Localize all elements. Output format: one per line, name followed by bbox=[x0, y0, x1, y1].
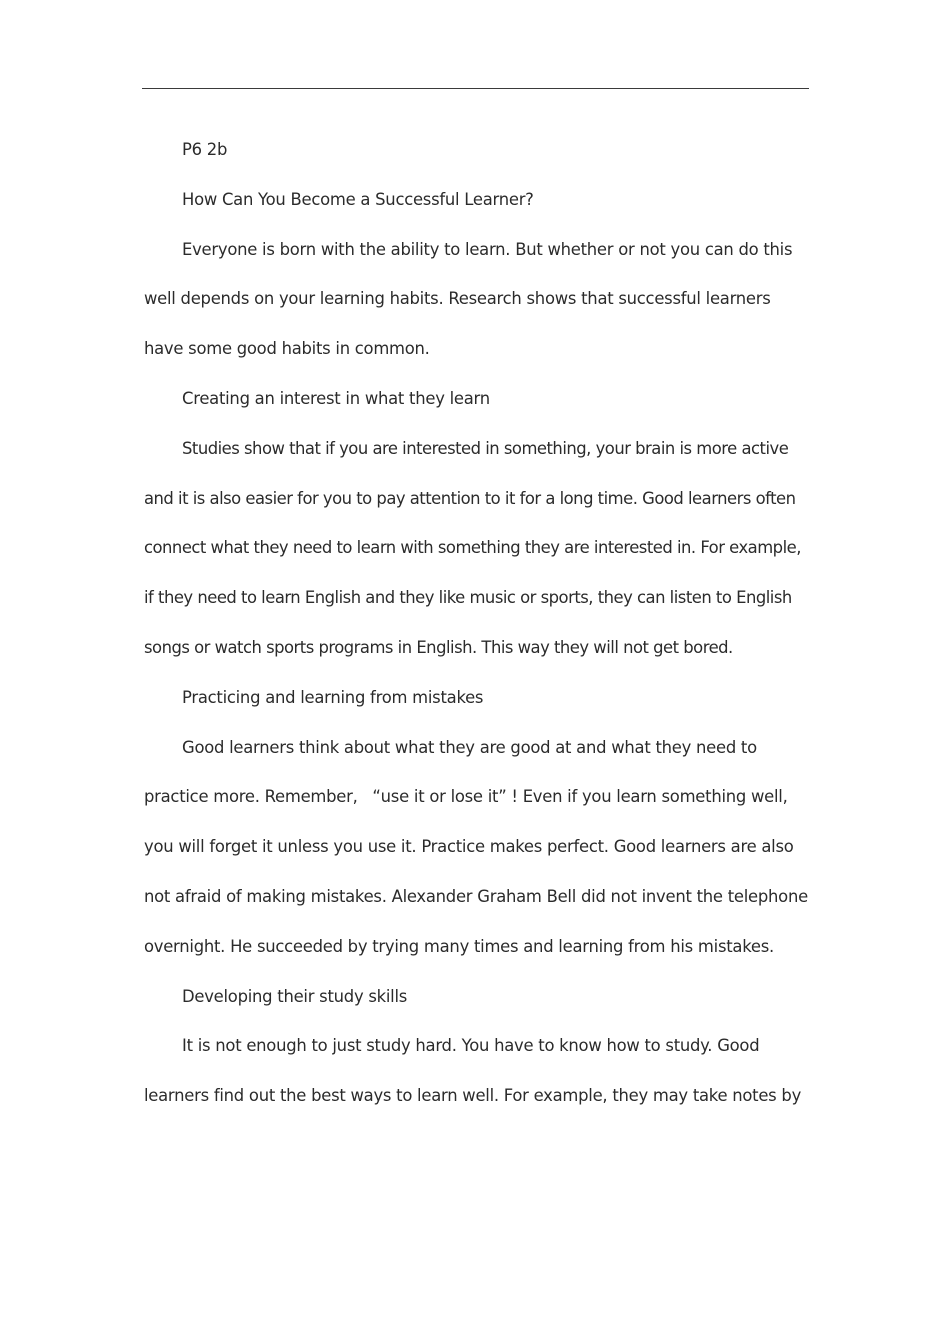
paragraph-mistakes: Good learners think about what they are good at and what they need to practice more. Remember, “use it or lose it” ! Even if you learn something well, you will forget it unless you use it. Practice makes perfect. Good learners are also not afraid of making mistakes. Alexander Graham Bell did not invent the telephone overnight. He succeeded by trying many times and learning from his mistakes. bbox=[144, 737, 808, 956]
section-heading-interest: Creating an interest in what they learn bbox=[182, 388, 490, 408]
paragraph-intro: Everyone is born with the ability to learn. But whether or not you can do this well depends on your learning habits. Research shows that successful learners have some good habits in common. bbox=[144, 239, 793, 359]
paragraph-interest: Studies show that if you are interested in something, your brain is more active and it is also easier for you to pay attention to it for a long time. Good learners often connect what they need to learn with something they are interested in. For example, if they need to learn English and they like music or sports, they can listen to English songs or watch sports programs in English. This way they will not get bored. bbox=[144, 438, 801, 657]
document-body bbox=[144, 125, 812, 1121]
paragraph-study-skills: It is not enough to just study hard. You have to know how to study. Good learners find out the best ways to learn well. For example, they may take notes by bbox=[144, 1036, 802, 1106]
page-label: P6 2b bbox=[182, 140, 228, 159]
header-rule bbox=[142, 88, 809, 89]
document-title: How Can You Become a Successful Learner? bbox=[182, 189, 534, 209]
section-heading-study-skills: Developing their study skills bbox=[182, 986, 408, 1006]
section-heading-mistakes: Practicing and learning from mistakes bbox=[182, 687, 484, 707]
